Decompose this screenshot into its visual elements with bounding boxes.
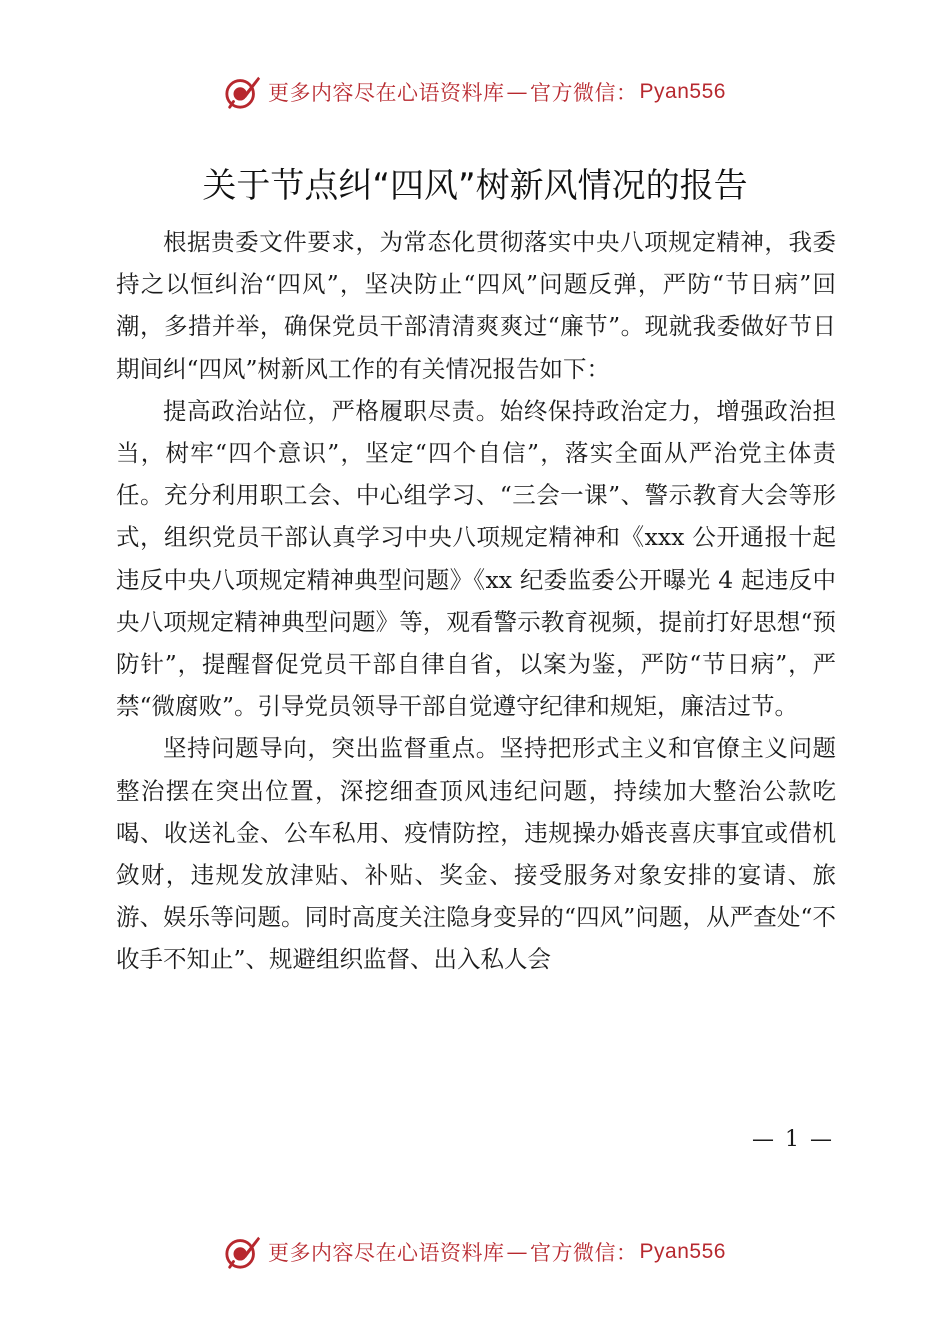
- page-number: — 1 —: [752, 1127, 834, 1152]
- watermark-footer: [0, 1232, 950, 1272]
- document-body: [116, 221, 836, 981]
- watermark-id: Pyan556: [639, 80, 726, 103]
- watermark-separator: —: [506, 80, 529, 104]
- watermark-separator: —: [506, 1240, 529, 1264]
- paragraph-problem-oriented: 坚持问题导向，突出监督重点。坚持把形式主义和官僚主义问题整治摆在突出位置，深挖细查顶风违纪问题，持续加大整治公款吃喝、收送礼金、公车私用、疫情防控，违规操办婚丧喜庆事宜或借机敛财，违规发放津贴、补贴、奖金、接受服务对象安排的宴请、旅游、娱乐等问题。同时高度关注隐身变异的“四风”问题，从严查处“不收手不知止”、规避组织监督、出入私人会: [116, 734, 836, 974]
- watermark-text: 更多内容尽在心语资料库: [268, 81, 505, 105]
- paragraph-intro: 根据贵委文件要求，为常态化贯彻落实中央八项规定精神，我委持之以恒纠治“四风”，坚决防止“四风”问题反弹，严防“节日病”回潮，多措并举，确保党员干部清清爽爽过“廉节”。现就我委做好节日期间纠“四风”树新风工作的有关情况报告如下：: [116, 228, 836, 383]
- watermark-header: [0, 72, 950, 112]
- paragraph-political-stance: 提高政治站位，严格履职尽责。始终保持政治定力，增强政治担当，树牢“四个意识”，坚定“四个自信”，落实全面从严治党主体责任。充分利用职工会、中心组学习、“三会一课”、警示教育大会等形式，组织党员干部认真学习中央八项规定精神和《xxx 公开通报十起违反中央八项规定精神典型问题》《xx 纪委监委公开曝光 4 起违反中央八项规定精神典型问题》等，观看警示教育视频，提前打好思想“预防针”，提醒督促党员干部自律自省，以案为鉴，严防“节日病”，严禁“微腐败”。引导党员领导干部自觉遵守纪律和规矩，廉洁过节。: [116, 396, 836, 721]
- quill-seal-icon: [224, 1233, 262, 1271]
- quill-seal-icon: [224, 73, 262, 111]
- watermark-id: Pyan556: [639, 1240, 726, 1263]
- watermark-text: 更多内容尽在心语资料库: [268, 1241, 505, 1265]
- document-title: 关于节点纠“四风”树新风情况的报告: [202, 166, 748, 206]
- watermark-label: 官方微信：: [530, 1241, 638, 1265]
- watermark-label: 官方微信：: [530, 81, 638, 105]
